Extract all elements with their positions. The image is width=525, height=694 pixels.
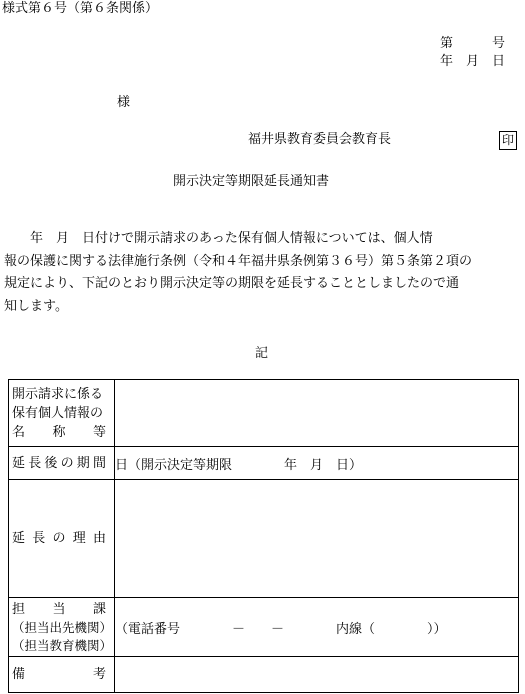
label-char: 称 xyxy=(52,424,66,440)
reason-label xyxy=(12,529,106,548)
period-label xyxy=(12,454,106,473)
name-label-line: 保有個人情報の xyxy=(12,405,104,421)
label-char: 等 xyxy=(92,424,106,440)
name-value-cell[interactable] xyxy=(115,380,519,447)
label-char: 長 xyxy=(32,531,46,546)
department-value-cell[interactable]: （電話番号 － － 内線（ ）） xyxy=(115,598,519,657)
department-sublabel: （担当教育機関） xyxy=(12,637,113,653)
ki-heading: 記 xyxy=(255,346,269,361)
label-char: 名 xyxy=(12,424,26,440)
body-paragraph xyxy=(4,228,522,318)
seal-stamp: 印 xyxy=(499,131,517,150)
label-char: 担 xyxy=(12,601,26,617)
department-label xyxy=(12,600,106,619)
label-char: 由 xyxy=(92,531,106,546)
label-char: 期 xyxy=(76,455,90,471)
details-table xyxy=(8,379,519,693)
label-char: 当 xyxy=(52,601,66,617)
form-number: 様式第６号（第６条関係） xyxy=(2,1,159,16)
label-char: の xyxy=(60,455,74,471)
body-line: 年 月 日付けで開示請求のあった保有個人情報については、個人情 xyxy=(4,231,433,246)
label-char: 課 xyxy=(92,601,106,617)
document-title: 開示決定等期限延長通知書 xyxy=(173,174,330,189)
reason-value-cell[interactable] xyxy=(115,480,519,598)
remarks-label-cell xyxy=(9,657,115,693)
period-label-cell xyxy=(9,447,115,480)
reason-label-cell xyxy=(9,480,115,598)
period-value-cell[interactable]: 日（開示決定等期限 年 月 日） xyxy=(115,447,519,480)
name-label-line: 開示請求に係る xyxy=(12,386,104,402)
body-line: 報の保護に関する法律施行条例（令和４年福井県条例第３６号）第５条第２項の xyxy=(4,253,473,269)
table-row xyxy=(9,657,519,693)
label-char: 間 xyxy=(92,455,106,471)
remarks-label xyxy=(12,665,106,684)
table-row xyxy=(9,598,519,657)
department-sublabel: （担当出先機関） xyxy=(12,619,113,635)
body-line: 規定により、下記のとおり開示決定等の期限を延長することとしましたので通 xyxy=(4,276,460,291)
remarks-value-cell[interactable] xyxy=(115,657,519,693)
document-date: 年 月 日 xyxy=(440,54,506,69)
label-char: の xyxy=(52,531,66,546)
body-line: 知します。 xyxy=(4,298,68,314)
department-label-cell xyxy=(9,598,115,657)
label-char: 考 xyxy=(92,667,106,682)
name-label-cell xyxy=(9,380,115,447)
label-char: 備 xyxy=(12,667,26,682)
label-char: 延 xyxy=(12,455,26,471)
table-row xyxy=(9,380,519,447)
issuer-name: 福井県教育委員会教育長 xyxy=(248,132,392,147)
table-row xyxy=(9,447,519,480)
label-char: 長 xyxy=(28,455,42,471)
name-label-justified xyxy=(12,423,106,442)
addressee-suffix: 様 xyxy=(117,95,131,110)
table-row xyxy=(9,480,519,598)
label-char: 後 xyxy=(44,455,58,471)
label-char: 理 xyxy=(72,531,86,546)
document-number: 第 号 xyxy=(440,36,506,51)
label-char: 延 xyxy=(12,531,26,546)
